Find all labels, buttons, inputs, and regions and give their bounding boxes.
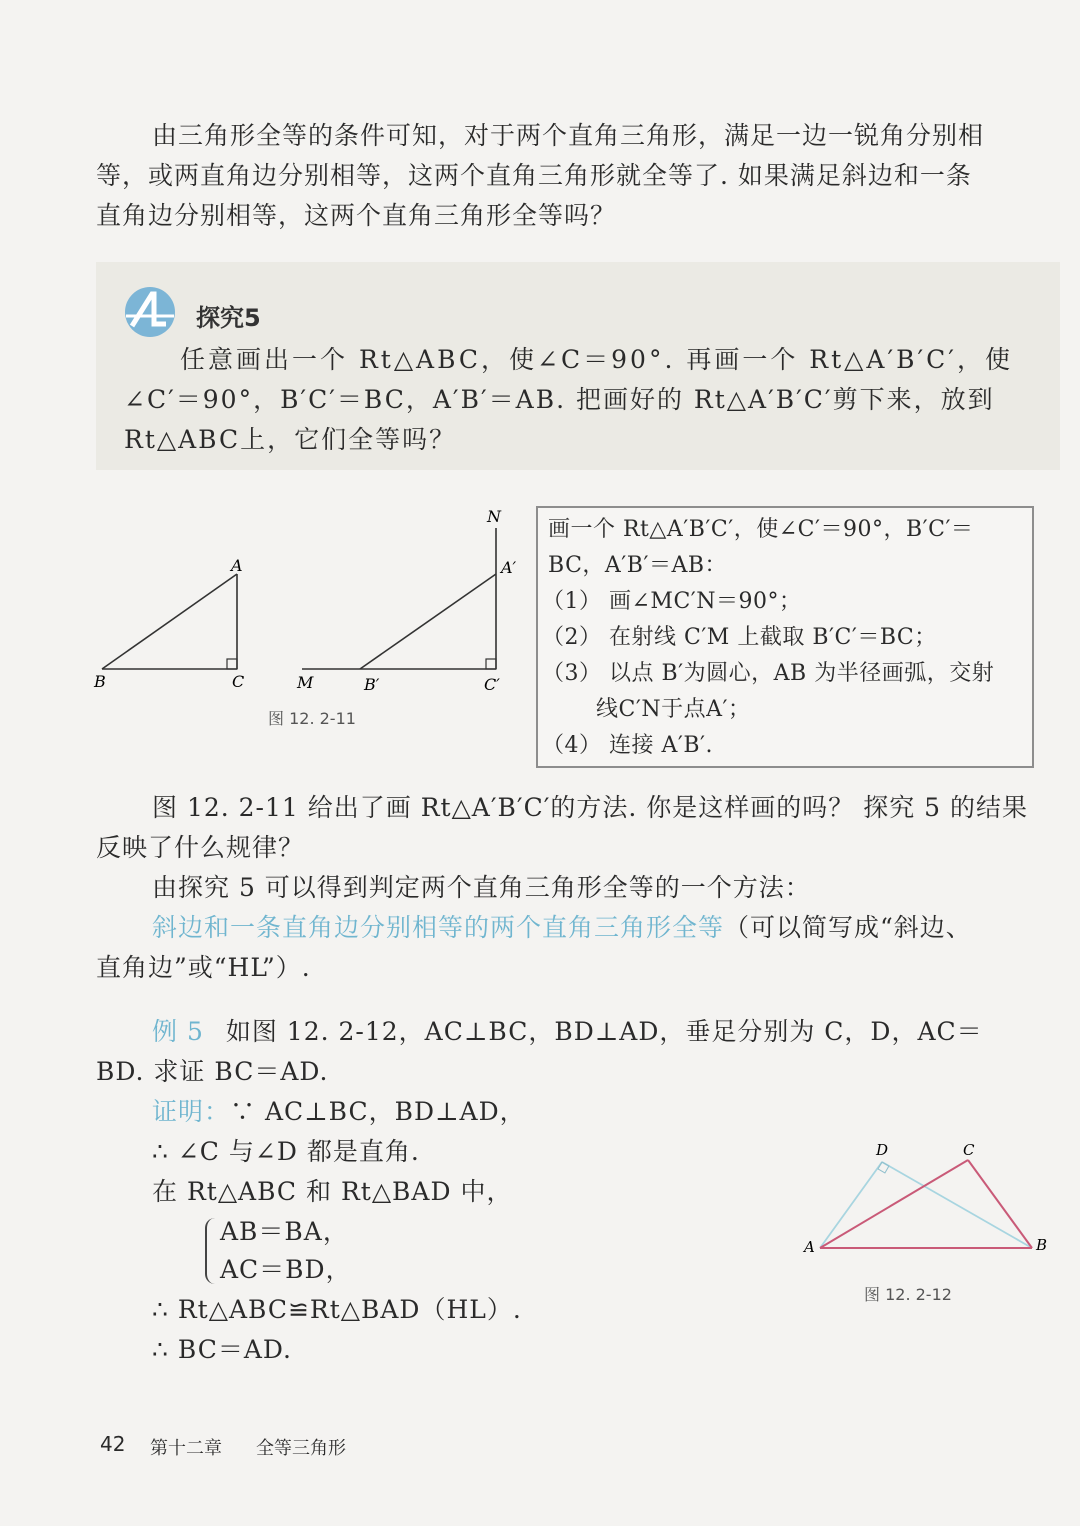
label-b1: B′ (364, 675, 380, 694)
system-line-1: AB＝BA， (220, 1217, 349, 1246)
label-c1: C′ (484, 675, 500, 694)
segment-ac (820, 1160, 968, 1248)
explore-line-3: Rt△ABC上，它们全等吗？ (124, 425, 457, 454)
theorem-hl: 斜边和一条直角边分别相等的两个直角三角形全等 (152, 913, 725, 942)
example-line-2: BD. 求证 BC＝AD. (96, 1057, 329, 1086)
theorem-abbrev: （可以简写成“斜边、 (724, 913, 972, 942)
label-d: D (876, 1141, 889, 1159)
figure-12-2-12-caption: 图 12. 2-12 (864, 1285, 952, 1304)
proof-line-1 (152, 1092, 526, 1132)
label-c: C (232, 672, 245, 691)
explore-line-2: ∠C′＝90°，B′C′＝BC，A′B′＝AB. 把画好的 Rt△A′B′C′剪下来，放到 (124, 385, 995, 414)
figure-12-2-11 (80, 500, 530, 740)
example-statement: 如图 12. 2-12，AC⊥BC，BD⊥AD，垂足分别为 C，D，AC＝ (225, 1017, 983, 1046)
label-n: N (487, 507, 501, 526)
label-a1: A′ (501, 558, 517, 577)
intro-line-1: 由三角形全等的条件可知，对于两个直角三角形，满足一边一锐角分别相 (152, 121, 985, 150)
steps-line-4: （2） 在射线 C′M 上截取 B′C′＝BC； (542, 625, 937, 650)
proof-line-2: ∴ ∠C 与∠D 都是直角. (152, 1137, 420, 1166)
example-label: 例 5 (152, 1017, 204, 1046)
steps-line-1: 画一个 Rt△A′B′C′，使∠C′＝90°，B′C′＝ (548, 517, 974, 542)
proof-label: 证明： (152, 1097, 231, 1126)
figure-12-2-12 (790, 1130, 1060, 1270)
label-a: A (804, 1238, 815, 1256)
label-b: B (94, 672, 106, 691)
segment-ad (820, 1162, 882, 1248)
segment-bc (968, 1160, 1032, 1248)
explore-line-1: 任意画出一个 Rt△ABC，使∠C＝90°. 再画一个 Rt△A′B′C′，使 (180, 345, 1013, 374)
steps-line-5: （3） 以点 B′为圆心，AB 为半径画弧，交射 (542, 661, 995, 686)
explore-icon (122, 286, 180, 338)
page-number: 42 (100, 1432, 126, 1456)
after-line-5: 直角边”或“HL”）. (96, 953, 311, 982)
steps-line-3: （1） 画∠MC′N＝90°； (542, 589, 802, 614)
construction-steps-box (536, 506, 1034, 768)
chapter-title: 全等三角形 (256, 1438, 346, 1459)
steps-line-2: BC，A′B′＝AB： (548, 553, 728, 578)
chapter-number: 第十二章 (150, 1438, 222, 1459)
theorem-line (152, 908, 972, 948)
label-m: M (297, 673, 314, 692)
system-line-2: AC＝BD， (220, 1255, 352, 1284)
figure-12-2-11-caption: 图 12. 2-11 (268, 709, 356, 728)
right-angle-c1 (486, 659, 496, 669)
example-line-1 (152, 1012, 983, 1052)
right-angle-c (227, 659, 237, 669)
after-line-3: 由探究 5 可以得到判定两个直角三角形全等的一个方法： (152, 873, 811, 902)
explore-title: 探究5 (196, 304, 261, 332)
proof-given: ∵ AC⊥BC，BD⊥AD， (230, 1097, 526, 1126)
segment-ab (102, 574, 237, 669)
steps-line-6: 线C′N于点A′； (596, 697, 751, 722)
intro-line-2: 等，或两直角边分别相等，这两个直角三角形就全等了. 如果满足斜边和一条 (96, 161, 972, 190)
equation-system-brace (205, 1218, 219, 1284)
segment-a1b1 (360, 574, 496, 669)
label-c: C (963, 1141, 975, 1159)
label-b: B (1036, 1236, 1048, 1254)
after-line-2: 反映了什么规律？ (96, 833, 305, 862)
after-line-1: 图 12. 2-11 给出了画 Rt△A′B′C′的方法. 你是这样画的吗？ 探究 5 的结果 (152, 793, 1029, 822)
intro-line-3: 直角边分别相等，这两个直角三角形全等吗？ (96, 201, 617, 230)
proof-line-4: ∴ Rt△ABC≌Rt△BAD（HL）. (152, 1295, 522, 1324)
proof-line-5: ∴ BC＝AD. (152, 1335, 292, 1364)
segment-bd (882, 1162, 1032, 1248)
proof-line-3: 在 Rt△ABC 和 Rt△BAD 中， (152, 1177, 513, 1206)
steps-line-7: （4） 连接 A′B′. (542, 733, 714, 758)
label-a: A (231, 556, 243, 575)
